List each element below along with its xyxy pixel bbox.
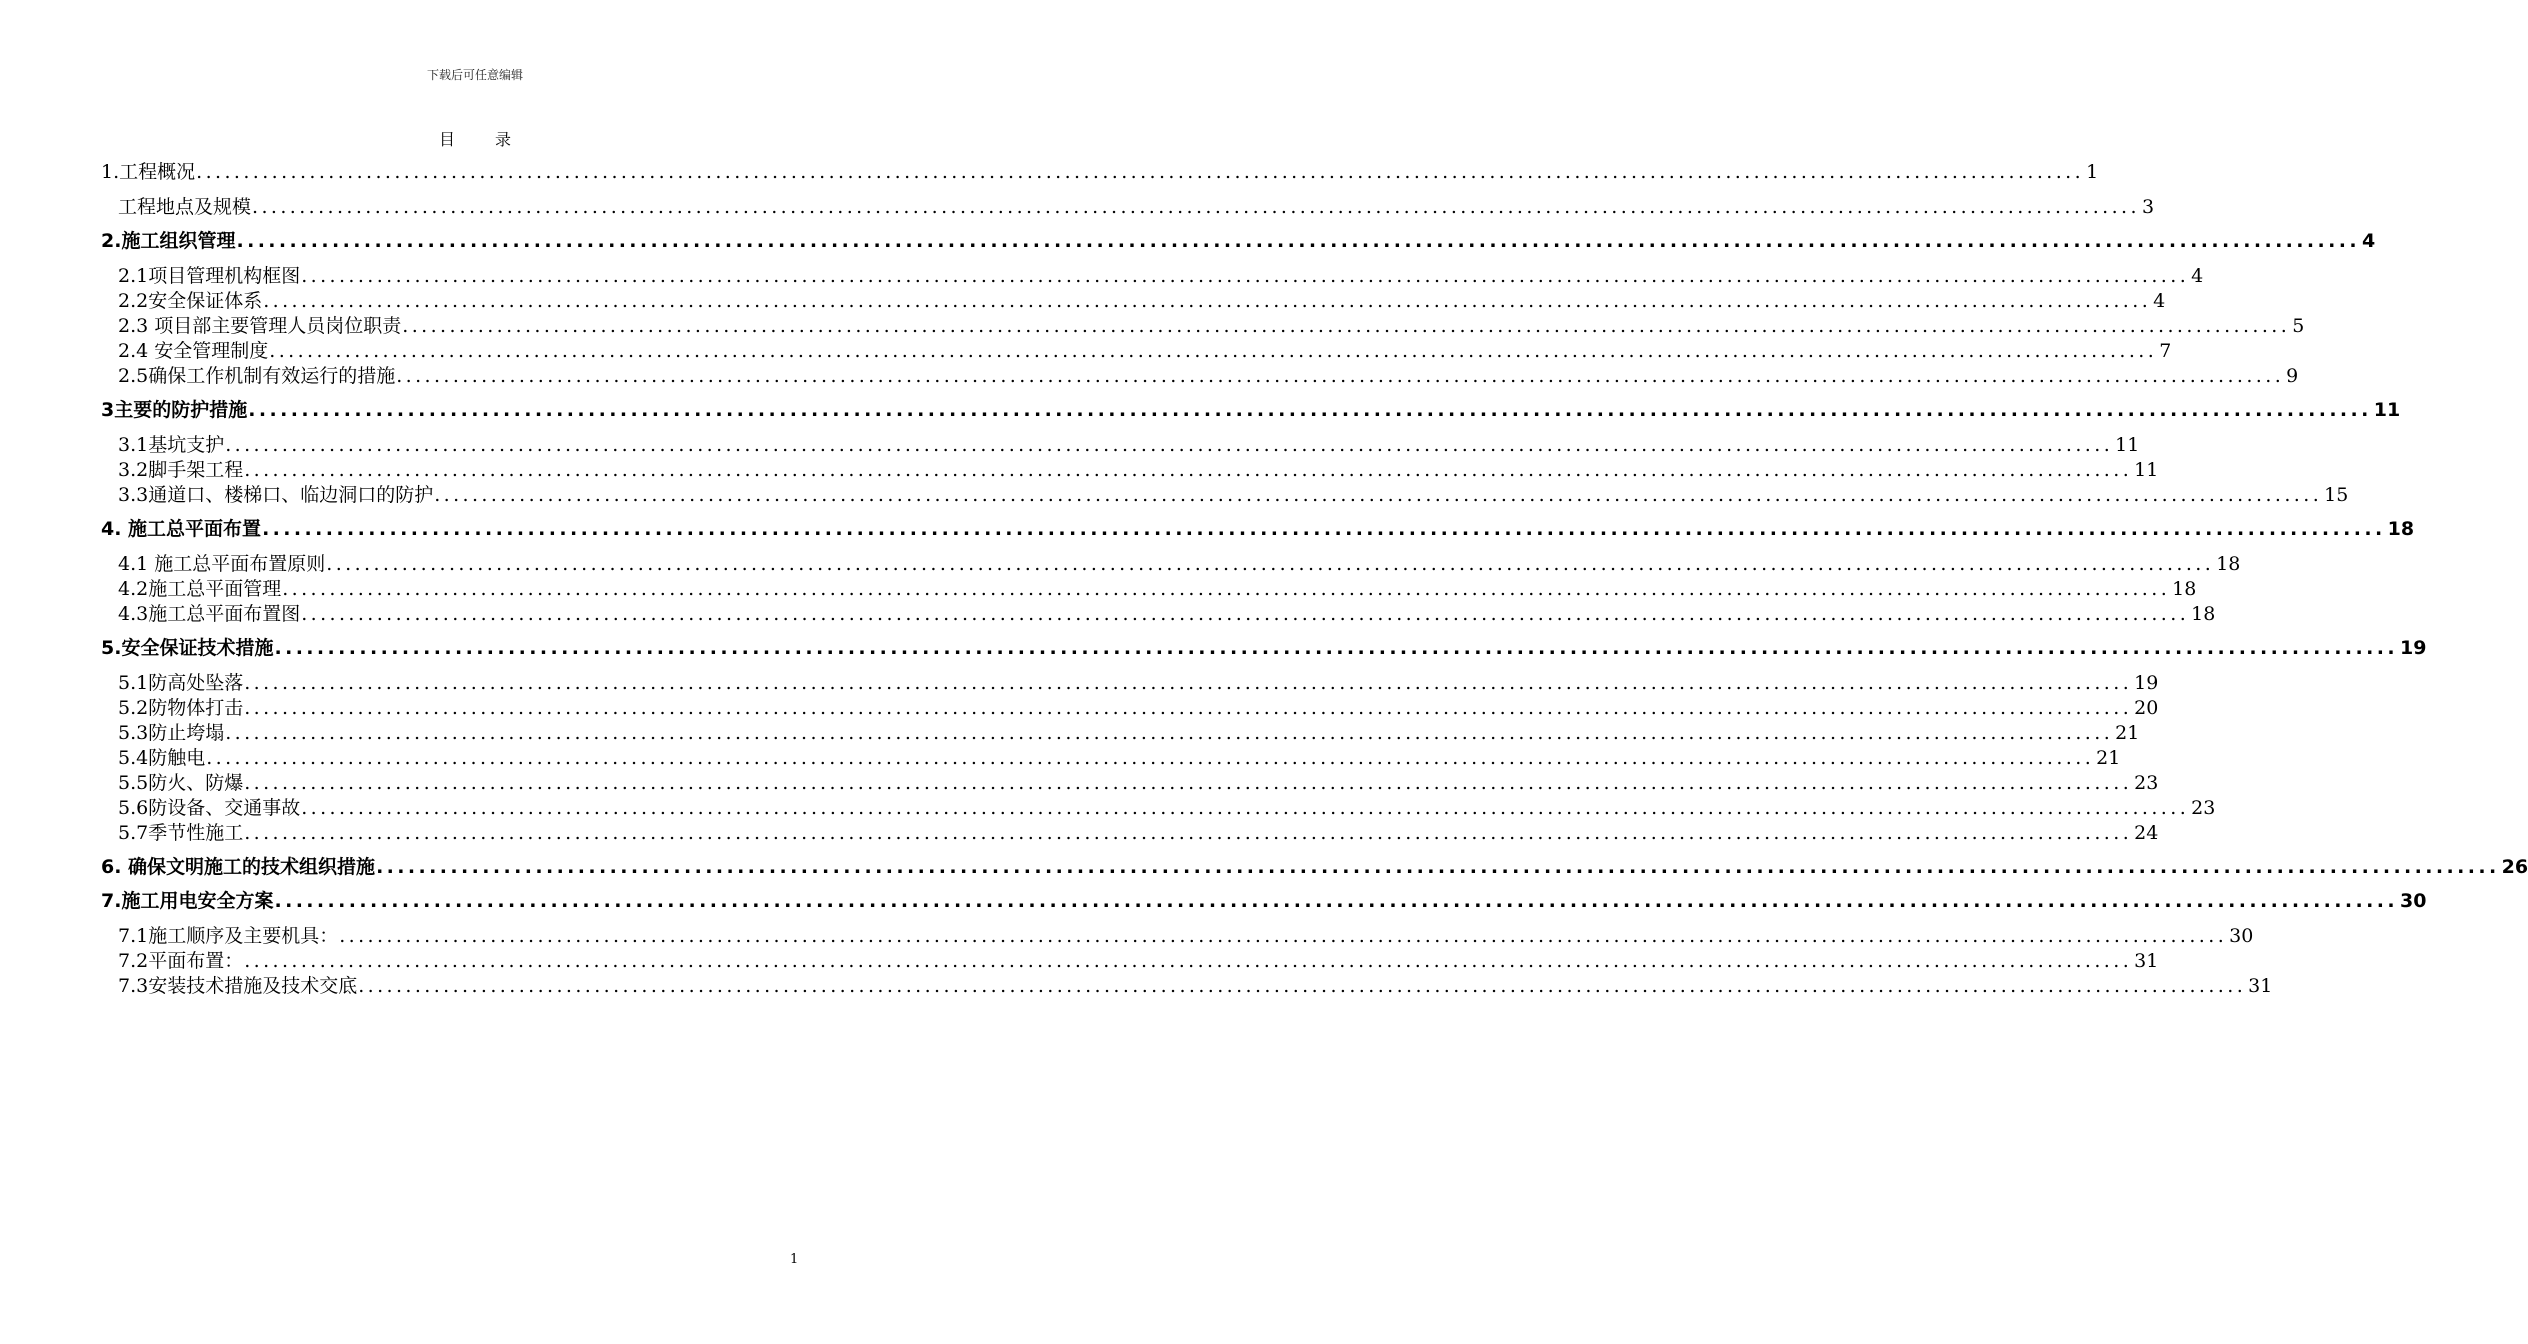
toc-leader-dots: ........................................................................................................................................................................................................	[376, 856, 2500, 878]
toc-entry-label: 3.1基坑支护	[118, 434, 225, 456]
toc-entry[interactable]	[118, 669, 2159, 695]
toc-entry-label: 7.施工用电安全方案	[101, 890, 274, 912]
toc-leader-dots: ........................................................................................................................................................................................................	[196, 161, 2085, 183]
toc-entry[interactable]	[101, 158, 2099, 184]
table-of-contents	[101, 0, 2528, 1344]
toc-entry-label: 3.3通道口、楼梯口、临边洞口的防护	[118, 484, 434, 506]
toc-leader-dots: ........................................................................................................................................................................................................	[402, 315, 2291, 337]
toc-entry[interactable]	[118, 947, 2159, 973]
toc-entry[interactable]	[118, 575, 2197, 601]
toc-entry[interactable]	[118, 719, 2140, 745]
toc-entry[interactable]	[118, 312, 2305, 338]
toc-leader-dots: ........................................................................................................................................................................................................	[326, 553, 2215, 575]
toc-entry-page: 18	[2216, 553, 2241, 575]
toc-leader-dots: ........................................................................................................................................................................................................	[301, 797, 2190, 819]
toc-entry[interactable]	[101, 515, 2415, 541]
toc-entry-label: 2.2安全保证体系	[118, 290, 263, 312]
toc-entry-label: 5.1防高处坠落	[118, 672, 244, 694]
toc-entry[interactable]	[118, 481, 2349, 507]
toc-entry[interactable]	[101, 853, 2528, 879]
toc-entry-page: 5	[2292, 315, 2305, 337]
toc-entry-page: 31	[2248, 975, 2273, 997]
toc-entry[interactable]	[101, 634, 2427, 660]
toc-entry-page: 23	[2134, 772, 2159, 794]
toc-entry[interactable]	[118, 819, 2159, 845]
toc-leader-dots: ........................................................................................................................................................................................................	[396, 365, 2285, 387]
toc-entry-page: 4	[2362, 230, 2376, 252]
toc-entry-label: 7.3安装技术措施及技术交底	[118, 975, 358, 997]
toc-entry[interactable]	[118, 456, 2159, 482]
toc-entry-label: 4.1 施工总平面布置原则	[118, 553, 326, 575]
toc-entry[interactable]	[118, 694, 2159, 720]
toc-leader-dots: ........................................................................................................................................................................................................	[339, 925, 2228, 947]
toc-entry-page: 26	[2501, 856, 2528, 878]
toc-entry-page: 19	[2400, 637, 2427, 659]
toc-entry[interactable]	[118, 337, 2172, 363]
toc-leader-dots: ........................................................................................................................................................................................................	[263, 290, 2152, 312]
toc-leader-dots: ........................................................................................................................................................................................................	[244, 697, 2133, 719]
toc-entry-label: 5.6防设备、交通事故	[118, 797, 301, 819]
toc-leader-dots: ........................................................................................................................................................................................................	[244, 822, 2133, 844]
toc-entry[interactable]	[118, 972, 2273, 998]
toc-entry-label: 4. 施工总平面布置	[101, 518, 262, 540]
toc-entry-label: 4.3施工总平面布置图	[118, 603, 301, 625]
toc-entry-label: 5.4防触电	[118, 747, 206, 769]
toc-leader-dots: ........................................................................................................................................................................................................	[248, 399, 2372, 421]
toc-entry-label: 5.2防物体打击	[118, 697, 244, 719]
toc-leader-dots: ........................................................................................................................................................................................................	[244, 772, 2133, 794]
toc-entry-page: 31	[2134, 950, 2159, 972]
toc-entry[interactable]	[118, 794, 2216, 820]
toc-entry-page: 3	[2141, 196, 2155, 218]
toc-entry-label: 7.2平面布置：	[118, 950, 244, 972]
toc-entry[interactable]	[101, 887, 2427, 913]
toc-entry-label: 7.1施工顺序及主要机具：	[118, 925, 339, 947]
toc-leader-dots: ........................................................................................................................................................................................................	[262, 518, 2386, 540]
toc-leader-dots: ........................................................................................................................................................................................................	[282, 578, 2171, 600]
toc-entry-label: 1.工程概况	[101, 161, 196, 183]
toc-entry[interactable]	[101, 396, 2401, 422]
toc-entry-page: 18	[2191, 603, 2216, 625]
toc-entry-label: 2.4 安全管理制度	[118, 340, 269, 362]
toc-entry[interactable]	[118, 431, 2140, 457]
toc-entry-page: 19	[2134, 672, 2159, 694]
toc-entry-page: 11	[2373, 399, 2401, 421]
toc-entry-page: 11	[2134, 459, 2159, 481]
toc-entry-label: 工程地点及规模	[118, 196, 252, 218]
toc-entry-page: 20	[2134, 697, 2159, 719]
toc-entry[interactable]	[118, 193, 2155, 219]
toc-entry[interactable]	[118, 600, 2216, 626]
toc-leader-dots: ........................................................................................................................................................................................................	[225, 434, 2114, 456]
toc-entry[interactable]	[118, 287, 2166, 313]
toc-entry-label: 5.安全保证技术措施	[101, 637, 274, 659]
toc-entry-page: 24	[2134, 822, 2159, 844]
toc-entry-label: 3主要的防护措施	[101, 399, 248, 421]
toc-entry-page: 1	[2086, 161, 2099, 183]
toc-leader-dots: ........................................................................................................................................................................................................	[244, 672, 2133, 694]
toc-entry-label: 5.3防止垮塌	[118, 722, 225, 744]
toc-entry-label: 5.7季节性施工	[118, 822, 244, 844]
toc-entry-label: 5.5防火、防爆	[118, 772, 244, 794]
toc-leader-dots: ........................................................................................................................................................................................................	[225, 722, 2114, 744]
toc-leader-dots: ........................................................................................................................................................................................................	[274, 637, 2399, 659]
toc-leader-dots: ........................................................................................................................................................................................................	[206, 747, 2095, 769]
toc-leader-dots: ........................................................................................................................................................................................................	[269, 340, 2158, 362]
toc-leader-dots: ........................................................................................................................................................................................................	[358, 975, 2247, 997]
toc-entry[interactable]	[118, 922, 2254, 948]
toc-entry-label: 2.1项目管理机构框图	[118, 265, 301, 287]
toc-leader-dots: ........................................................................................................................................................................................................	[434, 484, 2323, 506]
toc-entry[interactable]	[118, 362, 2299, 388]
toc-title: 目录	[438, 130, 551, 149]
toc-entry[interactable]	[118, 744, 2121, 770]
toc-entry-page: 23	[2191, 797, 2216, 819]
toc-entry-page: 4	[2153, 290, 2166, 312]
toc-leader-dots: ........................................................................................................................................................................................................	[252, 196, 2140, 218]
toc-entry-page: 9	[2286, 365, 2299, 387]
toc-leader-dots: ........................................................................................................................................................................................................	[244, 950, 2133, 972]
toc-entry-page: 4	[2191, 265, 2204, 287]
toc-entry[interactable]	[118, 550, 2241, 576]
toc-leader-dots: ........................................................................................................................................................................................................	[301, 603, 2190, 625]
toc-entry[interactable]	[101, 227, 2376, 253]
toc-entry-page: 30	[2400, 890, 2427, 912]
toc-entry-label: 2.3 项目部主要管理人员岗位职责	[118, 315, 402, 337]
toc-entry-page: 15	[2324, 484, 2349, 506]
toc-leader-dots: ........................................................................................................................................................................................................	[236, 230, 2361, 252]
toc-entry-label: 6. 确保文明施工的技术组织措施	[101, 856, 376, 878]
toc-entry-label: 2.施工组织管理	[101, 230, 236, 252]
toc-leader-dots: ........................................................................................................................................................................................................	[244, 459, 2133, 481]
toc-entry-page: 7	[2159, 340, 2172, 362]
toc-leader-dots: ........................................................................................................................................................................................................	[301, 265, 2190, 287]
toc-entry-page: 18	[2387, 518, 2415, 540]
toc-entry[interactable]	[118, 262, 2204, 288]
toc-entry-label: 3.2脚手架工程	[118, 459, 244, 481]
header-note: 下载后可任意编辑	[426, 68, 523, 82]
toc-leader-dots: ........................................................................................................................................................................................................	[274, 890, 2399, 912]
page-number: 1	[790, 1252, 799, 1267]
toc-entry-page: 11	[2115, 434, 2140, 456]
toc-entry[interactable]	[118, 769, 2159, 795]
toc-entry-label: 4.2施工总平面管理	[118, 578, 282, 600]
toc-entry-page: 21	[2096, 747, 2121, 769]
toc-entry-page: 18	[2172, 578, 2197, 600]
toc-entry-page: 21	[2115, 722, 2140, 744]
toc-entry-page: 30	[2229, 925, 2254, 947]
toc-entry-label: 2.5确保工作机制有效运行的措施	[118, 365, 396, 387]
